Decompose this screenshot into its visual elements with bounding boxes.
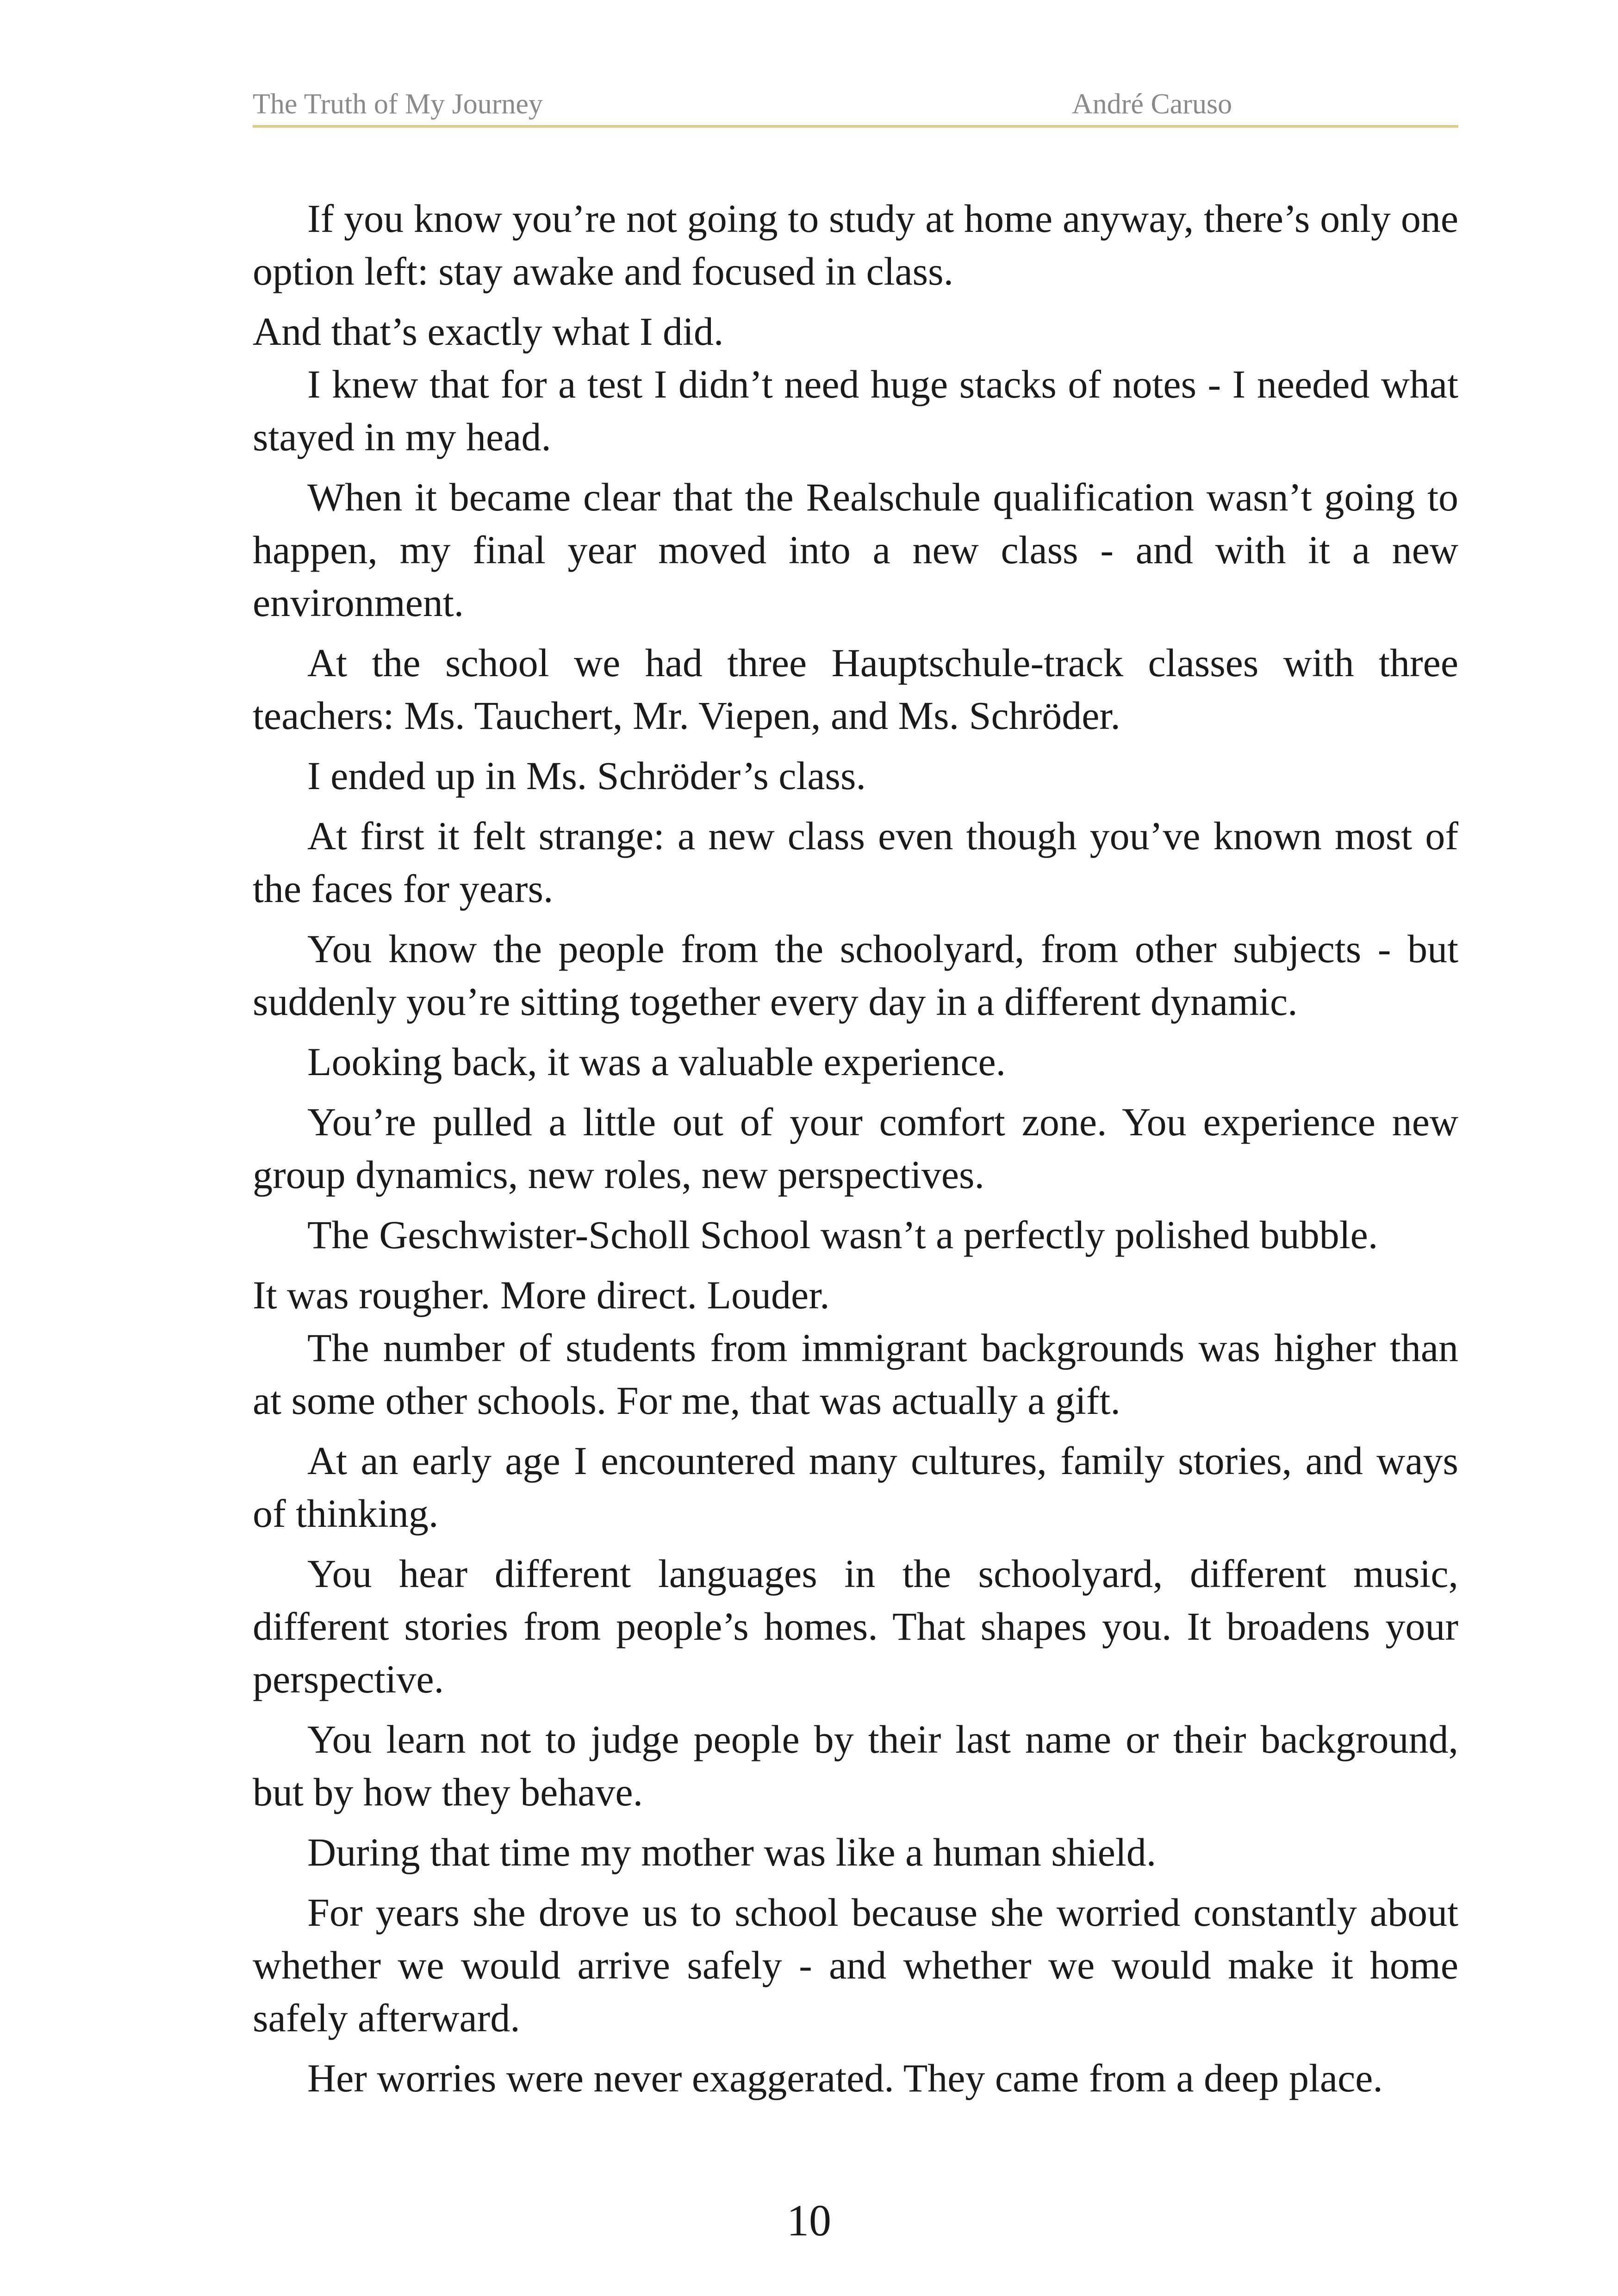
paragraph: You’re pulled a little out of your comfort zone. You experience new group dynamics, new roles, new perspectives.: [253, 1100, 1458, 1197]
paragraph: When it became clear that the Realschule qualification wasn’t going to happen, my final year moved into a new class - and with it a new environment.: [253, 475, 1458, 625]
paragraph: You hear different languages in the schoolyard, different music, different stories from people’s homes. That shapes you. It broadens your perspective.: [253, 1551, 1458, 1701]
paragraph: And that’s exactly what I did.: [253, 309, 724, 354]
paragraph: At an early age I encountered many cultures, family stories, and ways of thinking.: [253, 1438, 1458, 1536]
paragraph: At the school we had three Hauptschule-track classes with three teachers: Ms. Tauchert, Mr. Viepen, and Ms. Schröder.: [253, 641, 1458, 738]
paragraph: During that time my mother was like a human shield.: [307, 1830, 1157, 1874]
running-header: [253, 88, 1458, 128]
paragraph: At first it felt strange: a new class even though you’ve known most of the faces for years.: [253, 814, 1458, 911]
paragraph: I ended up in Ms. Schröder’s class.: [307, 753, 866, 798]
paragraph: You learn not to judge people by their last name or their background, but by how they behave.: [253, 1717, 1458, 1814]
paragraph: It was rougher. More direct. Louder.: [253, 1273, 830, 1317]
body-text: [253, 192, 1458, 2112]
author-name: André Caruso: [1072, 88, 1232, 120]
paragraph: For years she drove us to school because she worried constantly about whether we would arrive safely - and whether we would make it home safely afterward.: [253, 1890, 1458, 2040]
page-number: 10: [787, 2196, 831, 2245]
book-title: The Truth of My Journey: [253, 88, 543, 120]
paragraph: Looking back, it was a valuable experience.: [307, 1039, 1006, 1084]
paragraph: The Geschwister-Scholl School wasn’t a perfectly polished bubble.: [307, 1213, 1378, 1257]
paragraph: If you know you’re not going to study at home anyway, there’s only one option left: stay awake and focused in class.: [253, 196, 1458, 293]
paragraph: The number of students from immigrant backgrounds was higher than at some other schools. For me, that was actually a gift.: [253, 1325, 1458, 1423]
paragraph: Her worries were never exaggerated. They came from a deep place.: [307, 2056, 1383, 2100]
paragraph: I knew that for a test I didn’t need huge stacks of notes - I needed what stayed in my head.: [253, 362, 1458, 459]
paragraph: You know the people from the schoolyard, from other subjects - but suddenly you’re sitting together every day in a different dynamic.: [253, 927, 1458, 1024]
